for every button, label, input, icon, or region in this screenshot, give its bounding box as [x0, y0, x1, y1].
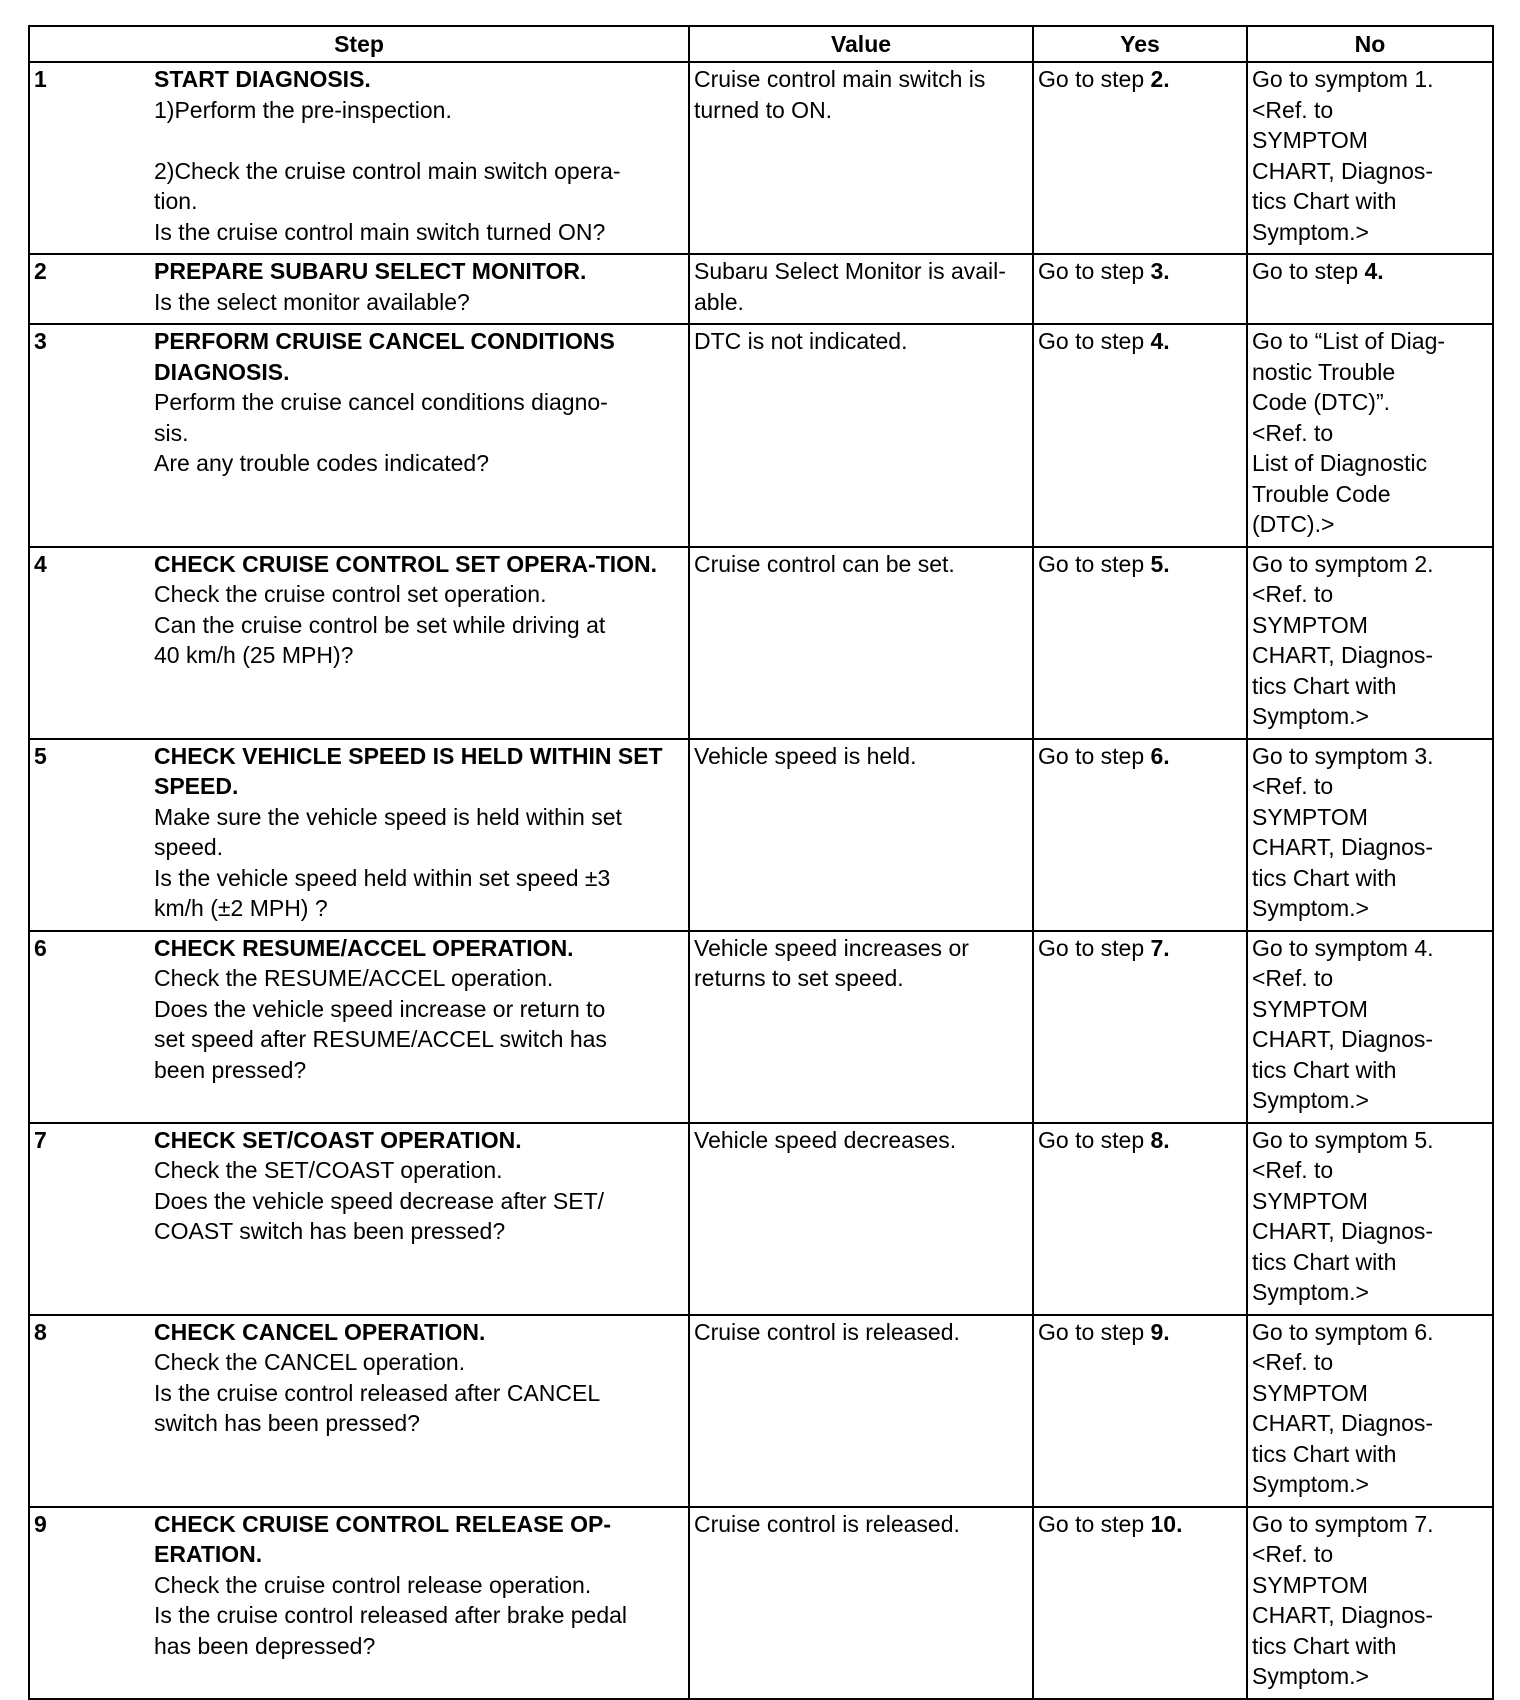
yes-cell — [1033, 931, 1247, 1123]
no-text-line — [1252, 125, 1488, 156]
value-text-line: turned to ON. — [694, 96, 833, 123]
step-text-line: Is the cruise control released after brake pedal — [154, 1602, 628, 1628]
no-text-line — [1252, 1408, 1488, 1439]
no-text-line — [1252, 863, 1488, 894]
no-cell — [1247, 324, 1493, 547]
no-text: <Ref. to — [1252, 581, 1334, 607]
table-row — [29, 1507, 1493, 1699]
header-value: Value — [689, 26, 1033, 62]
no-text: <Ref. to — [1252, 965, 1334, 991]
no-text: CHART, Diagnos- — [1252, 1218, 1434, 1244]
no-text: Go to symptom 4. — [1252, 934, 1434, 961]
yes-step-number: 9. — [1150, 1318, 1170, 1345]
value-text-line: DTC is not indicated. — [694, 328, 908, 354]
yes-cell — [1033, 254, 1247, 324]
header-no: No — [1247, 26, 1493, 62]
step-text-line: Check the cruise control set operation. — [154, 581, 547, 607]
no-text: nostic Trouble — [1252, 358, 1396, 385]
header-row — [29, 26, 1493, 62]
no-text: SYMPTOM — [1252, 995, 1368, 1022]
yes-step-number: 7. — [1150, 934, 1170, 961]
no-text-line — [1252, 701, 1488, 732]
yes-cell — [1033, 1123, 1247, 1315]
table-row — [29, 931, 1493, 1123]
value-text-line: Cruise control main switch is — [694, 66, 986, 92]
step-text-line: sis. — [154, 419, 189, 446]
step-title: CHECK RESUME/ACCEL OPERATION. — [154, 934, 574, 961]
step-title: CHECK SET/COAST OPERATION. — [154, 1126, 522, 1153]
no-text-line — [1252, 509, 1488, 540]
step-text-line: Perform the cruise cancel conditions diagno- — [154, 389, 608, 415]
step-text-line: Can the cruise control be set while driving at — [154, 611, 606, 638]
no-text-line — [1252, 1509, 1488, 1540]
no-text: tics Chart with — [1252, 188, 1397, 214]
step-title: CHECK VEHICLE SPEED IS HELD WITHIN SET SPEED. — [154, 742, 663, 799]
no-text-line — [1252, 1439, 1488, 1470]
yes-prefix: Go to step — [1038, 258, 1151, 284]
step-text-line: Does the vehicle speed decrease after SET/ — [154, 1187, 605, 1214]
step-text-line: Check the RESUME/ACCEL operation. — [154, 965, 554, 991]
value-text-line: returns to set speed. — [694, 965, 904, 991]
step-text-line: km/h (±2 MPH) ? — [154, 895, 328, 921]
value-text-line: Vehicle speed decreases. — [694, 1126, 957, 1153]
step-text-line: 40 km/h (25 MPH)? — [154, 642, 354, 668]
step-title: START DIAGNOSIS. — [154, 66, 371, 92]
no-text: tics Chart with — [1252, 672, 1397, 699]
step-number: 4 — [34, 550, 47, 577]
no-text-line — [1252, 741, 1488, 772]
no-text-line — [1252, 893, 1488, 924]
no-text: Go to symptom 2. — [1252, 550, 1434, 577]
yes-cell — [1033, 1507, 1247, 1699]
no-text-line — [1252, 1570, 1488, 1601]
no-text-line — [1252, 1277, 1488, 1308]
no-text-line — [1252, 1155, 1488, 1186]
step-cell — [29, 547, 689, 739]
no-text: <Ref. to — [1252, 1349, 1334, 1375]
yes-step-number: 4. — [1150, 328, 1170, 354]
step-number: 1 — [34, 66, 47, 92]
no-text-line — [1252, 1085, 1488, 1116]
yes-prefix: Go to step — [1038, 742, 1151, 769]
no-text-line — [1252, 256, 1488, 287]
step-number: 3 — [34, 328, 47, 354]
value-text-line: Vehicle speed increases or — [694, 934, 969, 961]
no-text-line — [1252, 802, 1488, 833]
header-yes: Yes — [1033, 26, 1247, 62]
no-text-line — [1252, 1186, 1488, 1217]
no-text: tics Chart with — [1252, 1440, 1397, 1467]
step-text-line: tion. — [154, 188, 198, 214]
table-row — [29, 62, 1493, 254]
no-text-line — [1252, 95, 1488, 126]
yes-prefix: Go to step — [1038, 550, 1151, 577]
no-cell — [1247, 547, 1493, 739]
no-text: Symptom.> — [1252, 1471, 1369, 1497]
no-text: Trouble Code — [1252, 480, 1391, 507]
no-text: <Ref. to — [1252, 1157, 1334, 1183]
no-text: List of Diagnostic — [1252, 450, 1428, 476]
step-text-line: Check the SET/COAST operation. — [154, 1157, 503, 1183]
step-cell — [29, 1123, 689, 1315]
no-text-line — [1252, 448, 1488, 479]
no-text-line — [1252, 186, 1488, 217]
no-text-line — [1252, 1024, 1488, 1055]
no-cell — [1247, 62, 1493, 254]
yes-step-number: 3. — [1150, 258, 1170, 284]
table-body — [29, 62, 1493, 1699]
yes-cell — [1033, 1315, 1247, 1507]
step-cell — [29, 324, 689, 547]
no-text: CHART, Diagnos- — [1252, 1410, 1434, 1436]
no-text: tics Chart with — [1252, 1248, 1397, 1275]
no-text: <Ref. to — [1252, 773, 1334, 799]
no-text: Go to symptom 7. — [1252, 1510, 1434, 1537]
no-cell — [1247, 1315, 1493, 1507]
no-text-line — [1252, 326, 1488, 357]
no-text: <Ref. to — [1252, 96, 1334, 123]
no-text-line — [1252, 1661, 1488, 1692]
no-text-line — [1252, 1600, 1488, 1631]
value-text-line: Subaru Select Monitor is avail- — [694, 258, 1006, 284]
table-row — [29, 324, 1493, 547]
step-cell — [29, 1315, 689, 1507]
value-cell — [689, 931, 1033, 1123]
step-number: 7 — [34, 1126, 47, 1153]
step-cell — [29, 1507, 689, 1699]
no-text-line — [1252, 217, 1488, 248]
step-text-line: Is the cruise control main switch turned ON? — [154, 218, 606, 245]
no-text: SYMPTOM — [1252, 1379, 1368, 1406]
yes-cell — [1033, 547, 1247, 739]
step-text-line: has been depressed? — [154, 1632, 376, 1659]
step-title: CHECK CRUISE CONTROL SET OPERA-TION. — [154, 550, 658, 577]
no-text: CHART, Diagnos- — [1252, 834, 1434, 860]
no-text-line — [1252, 156, 1488, 187]
no-cell — [1247, 1507, 1493, 1699]
no-text-line — [1252, 387, 1488, 418]
no-text-line — [1252, 1378, 1488, 1409]
step-text-line: Check the cruise control release operation. — [154, 1571, 592, 1598]
step-text-line: Make sure the vehicle speed is held within set — [154, 803, 622, 830]
no-text: Symptom.> — [1252, 703, 1369, 729]
no-text-line — [1252, 64, 1488, 95]
no-text-line — [1252, 832, 1488, 863]
no-text-line — [1252, 1469, 1488, 1500]
no-text-line — [1252, 994, 1488, 1025]
no-text-line — [1252, 1125, 1488, 1156]
no-text: SYMPTOM — [1252, 1571, 1368, 1598]
no-text-line — [1252, 771, 1488, 802]
step-number: 2 — [34, 258, 47, 284]
value-cell — [689, 739, 1033, 931]
no-text-line — [1252, 1216, 1488, 1247]
value-cell — [689, 62, 1033, 254]
no-cell — [1247, 931, 1493, 1123]
no-text-line — [1252, 933, 1488, 964]
value-text-line: Cruise control is released. — [694, 1318, 960, 1345]
table-row — [29, 739, 1493, 931]
no-text: Symptom.> — [1252, 895, 1369, 921]
no-text-line — [1252, 418, 1488, 449]
header-step: Step — [29, 26, 689, 62]
no-cell — [1247, 1123, 1493, 1315]
value-text-line: Cruise control can be set. — [694, 550, 955, 577]
table-row — [29, 1123, 1493, 1315]
step-number: 9 — [34, 1510, 47, 1537]
no-text: CHART, Diagnos- — [1252, 1602, 1434, 1628]
step-text-line: set speed after RESUME/ACCEL switch has — [154, 1026, 607, 1052]
step-number: 8 — [34, 1318, 47, 1345]
no-text: <Ref. to — [1252, 1541, 1334, 1567]
step-title: PERFORM CRUISE CANCEL CONDITIONS DIAGNOSIS. — [154, 328, 615, 385]
yes-step-number: 5. — [1150, 550, 1170, 577]
step-text-line — [154, 125, 684, 156]
no-text-line — [1252, 549, 1488, 580]
no-text-line — [1252, 579, 1488, 610]
no-text: Symptom.> — [1252, 1279, 1369, 1305]
value-cell — [689, 324, 1033, 547]
step-title: CHECK CANCEL OPERATION. — [154, 1318, 486, 1345]
no-text: SYMPTOM — [1252, 1187, 1368, 1214]
yes-step-number: 8. — [1150, 1126, 1170, 1153]
no-text: Symptom.> — [1252, 218, 1369, 245]
value-text-line: Vehicle speed is held. — [694, 742, 917, 769]
step-title: PREPARE SUBARU SELECT MONITOR. — [154, 258, 587, 284]
no-text: Code (DTC)”. — [1252, 389, 1391, 415]
no-text: SYMPTOM — [1252, 127, 1368, 153]
value-cell — [689, 1315, 1033, 1507]
value-cell — [689, 1507, 1033, 1699]
no-text-line — [1252, 1317, 1488, 1348]
step-cell — [29, 62, 689, 254]
yes-step-number: 6. — [1150, 742, 1170, 769]
value-cell — [689, 1123, 1033, 1315]
yes-prefix: Go to step — [1038, 66, 1151, 92]
step-text-line: switch has been pressed? — [154, 1410, 420, 1436]
yes-prefix: Go to step — [1038, 328, 1151, 354]
no-text: Go to symptom 3. — [1252, 742, 1434, 769]
step-cell — [29, 739, 689, 931]
no-text: Go to symptom 5. — [1252, 1126, 1434, 1153]
no-text-line — [1252, 1247, 1488, 1278]
value-cell — [689, 547, 1033, 739]
yes-step-number: 10. — [1150, 1510, 1183, 1537]
no-text: Go to “List of Diag- — [1252, 328, 1446, 354]
step-cell — [29, 254, 689, 324]
no-text-line — [1252, 1631, 1488, 1662]
no-step-number: 4. — [1364, 258, 1384, 284]
no-text-line — [1252, 963, 1488, 994]
no-text-line — [1252, 610, 1488, 641]
value-text-line: able. — [694, 288, 744, 315]
no-text: <Ref. to — [1252, 419, 1334, 446]
no-text-line — [1252, 357, 1488, 388]
yes-prefix: Go to step — [1038, 934, 1151, 961]
yes-prefix: Go to step — [1038, 1318, 1151, 1345]
no-text-line — [1252, 1055, 1488, 1086]
no-text: (DTC).> — [1252, 511, 1335, 537]
step-text-line: Check the CANCEL operation. — [154, 1349, 466, 1375]
no-text: Go to step — [1252, 258, 1365, 284]
no-text: tics Chart with — [1252, 864, 1397, 891]
no-cell — [1247, 739, 1493, 931]
step-text-line: 1)Perform the pre-inspection. — [154, 96, 452, 123]
no-text: Symptom.> — [1252, 1663, 1369, 1689]
no-text-line — [1252, 671, 1488, 702]
step-text-line: speed. — [154, 834, 224, 860]
step-number: 5 — [34, 742, 47, 769]
yes-cell — [1033, 739, 1247, 931]
step-text-line: been pressed? — [154, 1056, 307, 1083]
step-text-line: 2)Check the cruise control main switch opera- — [154, 157, 621, 184]
no-text: CHART, Diagnos- — [1252, 642, 1434, 668]
no-text: Go to symptom 1. — [1252, 66, 1434, 92]
no-text: SYMPTOM — [1252, 611, 1368, 638]
table-row — [29, 254, 1493, 324]
step-text-line: Is the cruise control released after CANCEL — [154, 1379, 601, 1406]
step-text-line: Is the vehicle speed held within set speed ±3 — [154, 864, 611, 891]
step-number: 6 — [34, 934, 47, 961]
step-text-line: Does the vehicle speed increase or return to — [154, 995, 606, 1022]
no-text: Go to symptom 6. — [1252, 1318, 1434, 1345]
no-text: tics Chart with — [1252, 1632, 1397, 1659]
yes-cell — [1033, 324, 1247, 547]
no-text: tics Chart with — [1252, 1056, 1397, 1083]
yes-prefix: Go to step — [1038, 1126, 1151, 1153]
step-text-line: COAST switch has been pressed? — [154, 1218, 506, 1244]
no-text-line — [1252, 1539, 1488, 1570]
table-row — [29, 547, 1493, 739]
yes-prefix: Go to step — [1038, 1510, 1151, 1537]
no-text-line — [1252, 1347, 1488, 1378]
no-cell — [1247, 254, 1493, 324]
step-text-line: Are any trouble codes indicated? — [154, 450, 489, 476]
value-text-line: Cruise control is released. — [694, 1510, 960, 1537]
step-cell — [29, 931, 689, 1123]
no-text-line — [1252, 640, 1488, 671]
step-text-line: Is the select monitor available? — [154, 288, 470, 315]
table-row — [29, 1315, 1493, 1507]
step-title: CHECK CRUISE CONTROL RELEASE OP-ERATION. — [154, 1510, 612, 1567]
diagnostic-table — [28, 25, 1494, 1700]
no-text: CHART, Diagnos- — [1252, 1026, 1434, 1052]
no-text: SYMPTOM — [1252, 803, 1368, 830]
value-cell — [689, 254, 1033, 324]
no-text: CHART, Diagnos- — [1252, 157, 1434, 184]
no-text-line — [1252, 479, 1488, 510]
no-text: Symptom.> — [1252, 1087, 1369, 1113]
yes-cell — [1033, 62, 1247, 254]
yes-step-number: 2. — [1150, 66, 1170, 92]
